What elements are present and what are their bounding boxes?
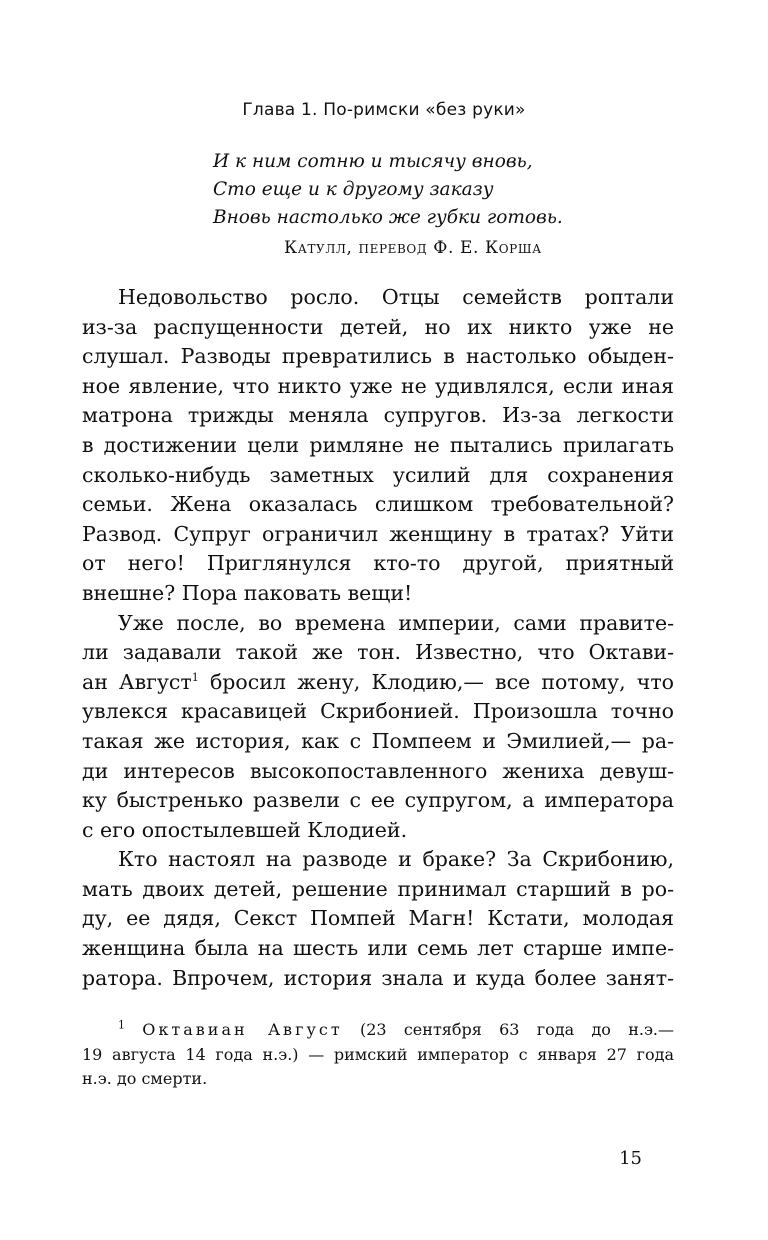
footnote (82, 1018, 674, 1092)
footnote-line: 19 августа 14 года н.э.) — римский император с января 27 года (82, 1044, 674, 1064)
text-line: ку быстренько развели с ее супругом, а императора (82, 788, 674, 813)
text-line: с его опостылевшей Клодией. (82, 817, 408, 842)
text-line: Недовольство росло. Отцы семейств роптали (118, 285, 674, 309)
epigraph-line: И к ним сотню и тысячу вновь, (213, 151, 533, 172)
text-line: ду, ее дядя, Секст Помпей Магн! Кстати, молодая (82, 906, 674, 931)
body-text (82, 283, 674, 993)
text-line: из-за распущенности детей, но их никто уже не (82, 314, 674, 339)
text-line: матрона трижды меняла супругов. Из-за легкости (82, 403, 674, 428)
text-line: ли задавали такой же тон. Известно, что Октави- (82, 640, 674, 665)
footnote-name: Октавиан Август (142, 1020, 343, 1039)
text-line: внешне? Пора паковать вещи! (82, 580, 413, 605)
text-segment: бросил жену, Клодию,— все потому, что (198, 669, 675, 694)
text-line: такая же история, как с Помпеем и Эмилией,— ра- (82, 728, 674, 753)
text-line: мать двоих детей, решение принимал старший в ро- (82, 876, 674, 901)
epigraph-line: Сто еще и к другому заказу (213, 179, 494, 200)
text-line: ратора. Впрочем, история знала и куда более занят- (82, 965, 674, 990)
epigraph (213, 148, 593, 258)
epigraph-line: Вновь настолько же губки готовь. (213, 207, 563, 228)
text-line: женщина была на шесть или семь лет старше импе- (82, 936, 674, 961)
text-line-with-footnote-ref (82, 668, 674, 698)
footnote-text: (23 сентября 63 года до н.э.— (342, 1020, 675, 1039)
text-line: Развод. Супруг ограничил женщину в тратах? Уйти (82, 521, 674, 546)
footnote-line: н.э. до смерти. (82, 1069, 208, 1088)
text-line: ди интересов высокопоставленного жениха девуш- (82, 758, 674, 783)
text-line: сколько-нибудь заметных усилий для сохранения (82, 462, 674, 487)
page-number: 15 (619, 1148, 642, 1169)
footnote-reference: 1 (191, 670, 199, 684)
text-line: увлекся красавицей Скрибонией. Произошла точно (82, 699, 674, 724)
text-line: Кто настоял на разводе и браке? За Скрибонию, (118, 847, 674, 872)
text-segment: ан Август (82, 669, 192, 694)
text-line: семьи. Жена оказалась слишком требовательной? (82, 492, 674, 517)
text-line: ное явление, что никто уже не удивлялся, если иная (82, 373, 674, 398)
text-line: от него! Приглянулся кто-то другой, приятный (82, 551, 674, 576)
running-head: Глава 1. По-римски «без руки» (242, 100, 526, 120)
text-line: слушал. Разводы превратились в настолько обыден- (82, 344, 674, 369)
footnote-line (82, 1018, 674, 1043)
footnote-mark: 1 (118, 1018, 125, 1032)
text-line: Уже после, во времена империи, сами правите- (118, 610, 674, 635)
text-line: в достижении цели римляне не пытались прилагать (82, 432, 674, 457)
epigraph-attribution: Катулл, перевод Ф. Е. Корша (284, 238, 542, 258)
